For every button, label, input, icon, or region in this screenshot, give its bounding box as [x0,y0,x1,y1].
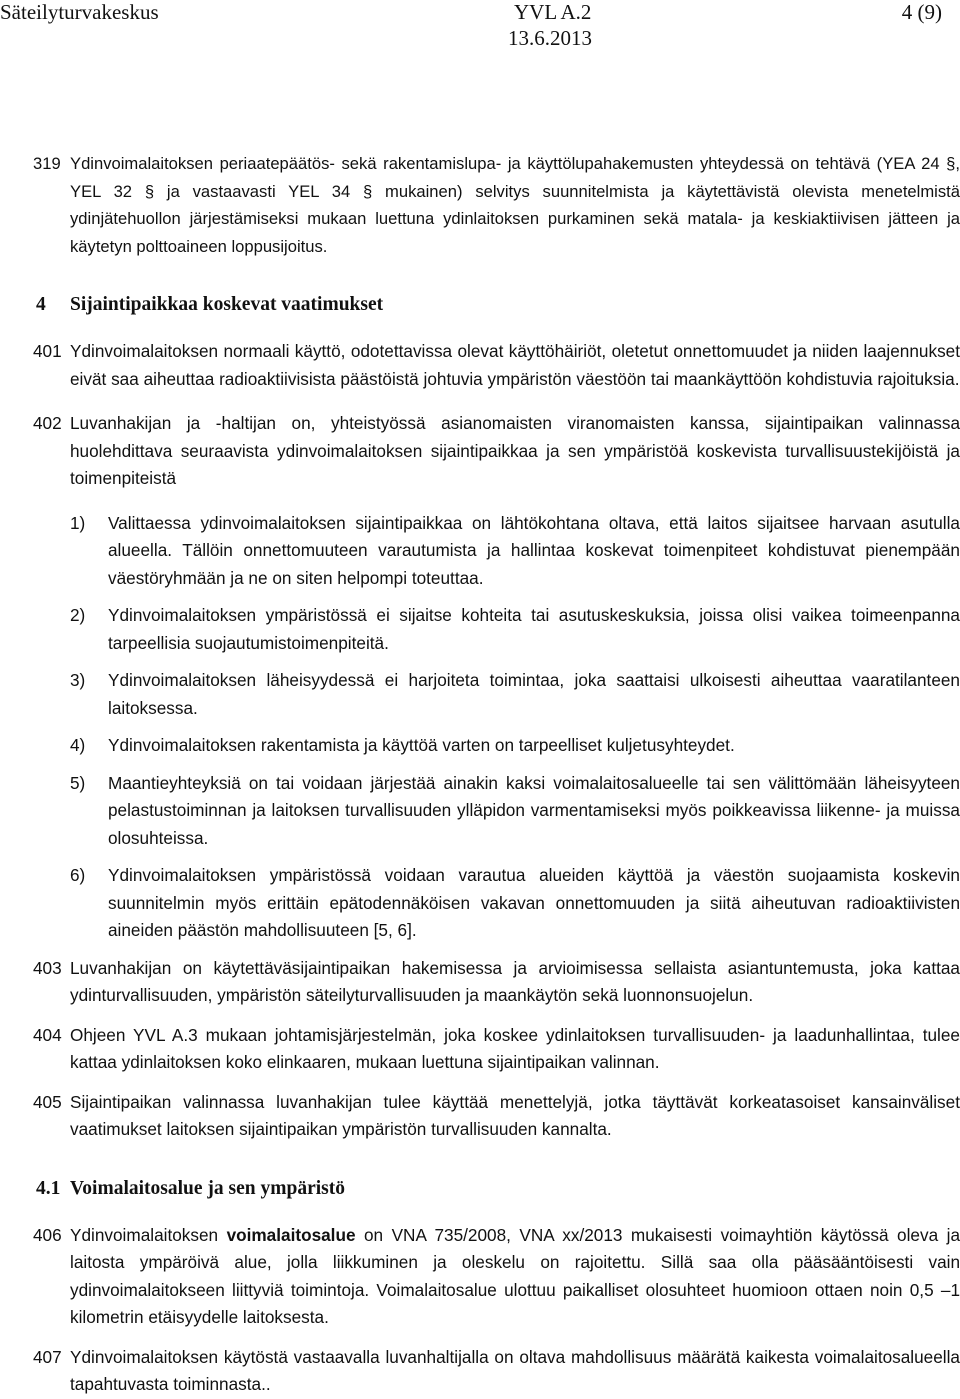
paragraph-number: 403 [33,957,62,978]
list-item-text: Ydinvoimalaitoksen rakentamista ja käyttöä varten on tarpeelliset kuljetusyhteydet. [108,735,735,755]
requirements-list-402 [0,510,960,945]
section-title: Voimalaitosalue ja sen ympäristö [70,1177,345,1199]
section-heading-4 [0,294,960,316]
paragraph-401 [0,338,960,393]
list-item [0,602,960,657]
list-item-number: 4) [70,735,86,755]
paragraph-number: 319 [33,154,61,173]
paragraph-text-end: on VNA 735/2008, VNA xx/2013 mukaisesti voimayhtiön käytössä oleva ja laitosta ympäröivä alue, jolla liikkuminen ja oleskelu on rajoitettu. Sillä saa olla pääsääntöisesti vain ydinvoimalaitokseen liittyviä toimintoja. Voimalaitosalue ulottuu paikalliset olosuhteet huomioon ottaen noin 0,5 –1 kilometrin etäisyydelle laitoksesta. [70,1224,960,1327]
paragraph-text-start: Ydinvoimalaitoksen [70,1224,227,1245]
list-item-number: 3) [70,670,86,690]
section-heading-4-1 [0,1178,960,1200]
paragraph-number: 406 [33,1224,62,1245]
list-item-number: 2) [70,605,86,625]
list-item [0,510,960,593]
page-header [0,0,960,50]
paragraph-number: 401 [33,341,62,361]
paragraph-text: Ydinvoimalaitoksen käytöstä vastaavalla luvanhaltijalla on oltava mahdollisuus määrätä kaikesta voimalaitosalueella tapahtuvasta toiminnasta.. [70,1346,960,1394]
list-item [0,862,960,945]
paragraph-number: 402 [33,413,62,433]
document-body [0,150,960,1399]
paragraph-text: Luvanhakijan on käytettäväsijaintipaikan hakemisessa ja arvioimisessa sellaista asiantuntemusta, joka kattaa ydinturvallisuuden, ympäristön säteilyturvallisuuden ja maankäytön sekä luonnonsuojelun. [70,957,960,1005]
list-item-number: 1) [70,512,86,533]
header-date: 13.6.2013 [508,26,592,50]
header-page-number: 4 (9) [901,0,942,24]
header-document-code: YVL A.2 [514,0,592,24]
list-item [0,732,960,760]
paragraph-403 [0,955,960,1010]
paragraph-text: Sijaintipaikan valinnassa luvanhakijan tulee käyttää menettelyjä, jotka täyttävät korkeatasoiset kansainväliset vaatimukset laitoksen sijaintipaikan ympäristön turvallisuuden kannalta. [70,1091,960,1139]
paragraph-402 [0,410,960,493]
paragraph-number: 405 [33,1091,62,1112]
paragraph-text: Ydinvoimalaitoksen normaali käyttö, odotettavissa olevat käyttöhäiriöt, oletetut onnettomuudet ja niiden laajennukset eivät saa aiheuttaa radioaktiivisista päästöistä johtuvia ympäristön väestöön tai maankäyttöön kohdistuvia rajoituksia. [70,341,960,389]
list-item-number: 5) [70,772,86,793]
list-item-text: Ydinvoimalaitoksen läheisyydessä ei harjoiteta toimintaa, joka saattaisi ulkoisesti aiheuttaa vaaratilanteen laitoksessa. [108,670,960,718]
list-item-number: 6) [70,865,86,885]
section-number: 4 [36,294,46,315]
paragraph-407 [0,1344,960,1399]
term-voimalaitosalue: voimalaitosalue [226,1224,356,1245]
paragraph-text: Ohjeen YVL A.3 mukaan johtamisjärjestelmän, joka koskee ydinlaitoksen turvallisuuden- ja laadunhallintaa, tulee kattaa ydinlaitoksen koko elinkaaren, mukaan luettuna sijaintipaikan valinnan. [70,1024,960,1072]
paragraph-number: 404 [33,1024,62,1045]
header-organization: Säteilyturvakeskus [0,0,159,24]
paragraph-404 [0,1022,960,1077]
list-item-text: Valittaessa ydinvoimalaitoksen sijaintipaikkaa on lähtökohtana oltava, että laitos sijaitsee harvaan asutulla alueella. Tällöin onnettomuuteen varautumista ja hallintaa koskevat toimenpiteet kohdistuvat pienempään väestöryhmään ja ne on siten helpompi toteuttaa. [108,512,960,588]
list-item-text: Ydinvoimalaitoksen ympäristössä ei sijaitse kohteita tai asutuskeskuksia, joissa olisi vaikea toimeenpanna tarpeellisia suojautumistoimenpiteitä. [108,605,960,653]
list-item [0,770,960,853]
list-item-text: Maantieyhteyksiä on tai voidaan järjestää ainakin kaksi voimalaitosalueelle tai sen välittömään läheisyyteen pelastustoiminnan ja laitoksen turvallisuuden ylläpidon varmentamiseksi myös poikkeavissa liikenne- ja muissa olosuhteissa. [108,772,960,848]
list-item-text: Ydinvoimalaitoksen ympäristössä voidaan varautua alueiden käyttöä ja väestön suojaamista koskevin suunnitelmin myös erittäin epätodennäköisen vakavan onnettomuuden ja siitä aiheutuvan radioaktiivisten aineiden päästön mahdollisuuteen [5, 6]. [108,865,960,940]
paragraph-text: Luvanhakijan ja -haltijan on, yhteistyössä asianomaisten viranomaisten kanssa, sijaintipaikan valinnassa huolehdittava seuraavista ydinvoimalaitoksen sijaintipaikkaa ja sen ympäristöä koskevista turvallisuustekijöistä ja toimenpiteistä [70,413,960,488]
section-title: Sijaintipaikkaa koskevat vaatimukset [70,294,384,315]
paragraph-number: 407 [33,1346,62,1367]
paragraph-406 [0,1222,960,1332]
section-number: 4.1 [36,1177,61,1199]
paragraph-text: Ydinvoimalaitoksen periaatepäätös- sekä rakentamislupa- ja käyttölupahakemusten yhteydessä on tehtävä (YEA 24 §, YEL 32 § ja vastaavasti YEL 34 § mukainen) selvitys suunnitelmista ja käytettävistä olevista menetelmistä ydinjätehuollon järjestämiseksi mukaan luettuna ydinlaitoksen purkaminen sekä matala- ja keskiaktiivisen jätteen ja käytetyn polttoaineen loppusijoitus. [70,154,960,256]
paragraph-405 [0,1089,960,1144]
paragraph-319 [0,150,960,260]
list-item [0,667,960,722]
